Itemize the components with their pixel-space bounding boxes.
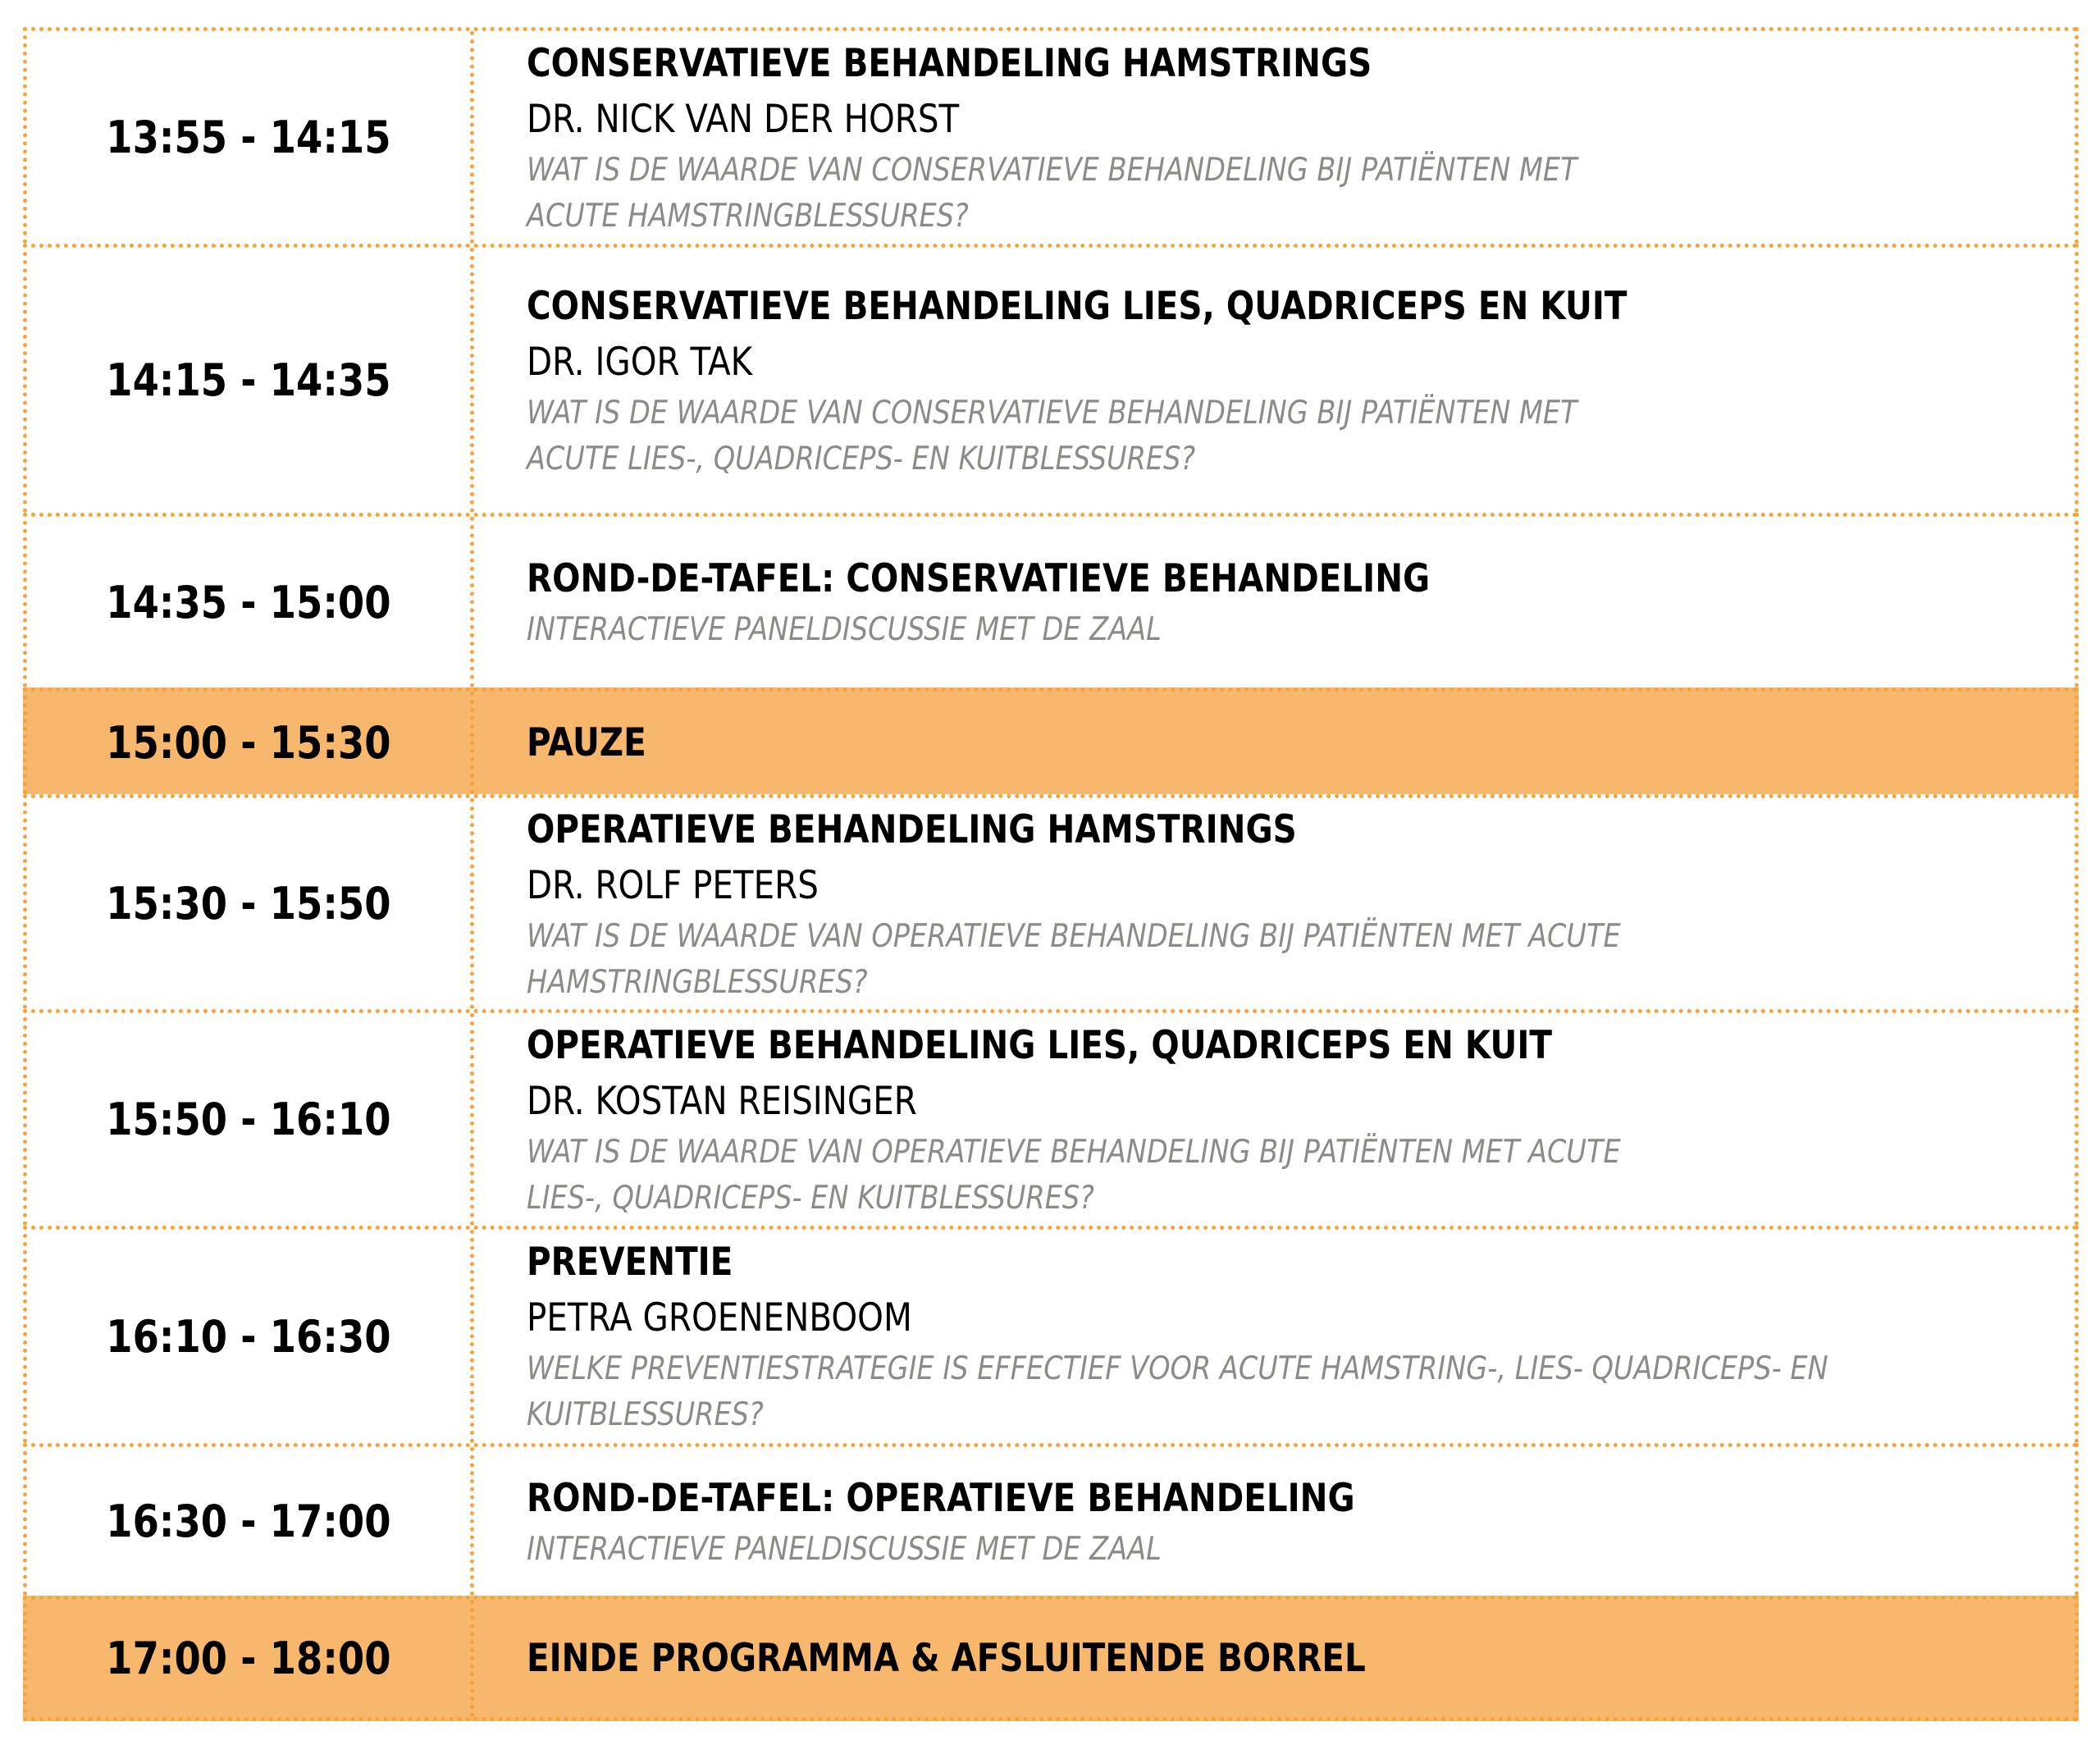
schedule-row-break [23,687,2079,794]
session-cell [474,1230,2100,1443]
session-description [527,1527,1902,1573]
time-cell [27,248,474,513]
description-line: LIES-, QUADRICEPS- EN KUITBLESSURES? [527,1179,1094,1217]
time-range: 16:30 - 17:00 [106,1496,391,1547]
session-title: EINDE PROGRAMMA & AFSLUITENDE BORREL [527,1635,1366,1681]
schedule-row [23,27,2079,244]
session-description [527,391,1902,482]
speaker-name: DR. ROLF PETERS [527,862,819,908]
schedule-row [23,1443,2079,1596]
description-line: WAT IS DE WAARDE VAN OPERATIEVE BEHANDELING BIJ PATIËNTEN MET ACUTE [527,1133,1621,1171]
time-cell [27,1447,474,1596]
description-line: INTERACTIEVE PANELDISCUSSIE MET DE ZAAL [527,611,1162,648]
session-cell [474,1013,2100,1226]
session-description [527,1346,1902,1438]
time-range: 15:30 - 15:50 [106,878,391,929]
session-title: CONSERVATIEVE BEHANDELING LIES, QUADRICEPS EN KUIT [527,283,1628,329]
schedule-row [23,244,2079,513]
time-cell [27,692,474,794]
speaker-name: DR. IGOR TAK [527,339,753,385]
schedule-row [23,794,2079,1009]
time-cell [27,1230,474,1443]
time-range: 17:00 - 18:00 [106,1633,391,1684]
session-cell [474,798,2100,1009]
description-line: INTERACTIEVE PANELDISCUSSIE MET DE ZAAL [527,1530,1162,1568]
session-title: PREVENTIE [527,1240,733,1285]
time-cell [27,798,474,1009]
session-description [527,148,1902,240]
schedule-row [23,1009,2079,1226]
time-range: 13:55 - 14:15 [106,112,391,163]
speaker-name: DR. NICK VAN DER HORST [527,96,960,142]
description-line: ACUTE HAMSTRINGBLESSURES? [527,197,969,235]
description-line: WAT IS DE WAARDE VAN CONSERVATIEVE BEHANDELING BIJ PATIËNTEN MET [527,151,1577,189]
session-description [527,1130,1902,1222]
time-range: 15:50 - 16:10 [106,1094,391,1145]
description-line: ACUTE LIES-, QUADRICEPS- EN KUITBLESSURES? [527,440,1196,477]
time-range: 14:15 - 14:35 [106,354,391,406]
program-schedule [23,27,2079,1721]
session-cell [474,31,2100,244]
session-cell [474,692,2075,794]
session-cell [474,517,2100,687]
speaker-name: DR. KOSTAN REISINGER [527,1078,917,1124]
description-line: WELKE PREVENTIESTRATEGIE IS EFFECTIEF VOOR ACUTE HAMSTRING-, LIES- QUADRICEPS- EN [527,1350,1828,1387]
description-line: WAT IS DE WAARDE VAN CONSERVATIEVE BEHANDELING BIJ PATIËNTEN MET [527,394,1577,432]
session-title: OPERATIEVE BEHANDELING HAMSTRINGS [527,806,1297,852]
session-title: CONSERVATIEVE BEHANDELING HAMSTRINGS [527,40,1372,86]
session-description [527,607,1902,653]
time-range: 16:10 - 16:30 [106,1310,391,1363]
description-line: WAT IS DE WAARDE VAN OPERATIEVE BEHANDELING BIJ PATIËNTEN MET ACUTE [527,917,1621,955]
schedule-row [23,1226,2079,1443]
session-cell [474,248,2100,513]
schedule-row [23,513,2079,687]
session-cell [474,1447,2100,1596]
session-title: PAUZE [527,719,646,765]
session-title: ROND-DE-TAFEL: OPERATIEVE BEHANDELING [527,1475,1355,1521]
session-cell [474,1600,2075,1717]
time-cell [27,1600,474,1717]
time-range: 14:35 - 15:00 [106,576,391,628]
time-cell [27,1013,474,1226]
session-title: ROND-DE-TAFEL: CONSERVATIEVE BEHANDELING [527,556,1431,601]
session-title: OPERATIEVE BEHANDELING LIES, QUADRICEPS EN KUIT [527,1022,1552,1068]
time-cell [27,31,474,244]
schedule-row-closing [23,1596,2079,1721]
description-line: HAMSTRINGBLESSURES? [527,963,868,1001]
description-line: KUITBLESSURES? [527,1396,764,1433]
time-range: 15:00 - 15:30 [106,717,391,769]
session-description [527,914,1902,1006]
speaker-name: PETRA GROENENBOOM [527,1295,912,1341]
time-cell [27,517,474,687]
